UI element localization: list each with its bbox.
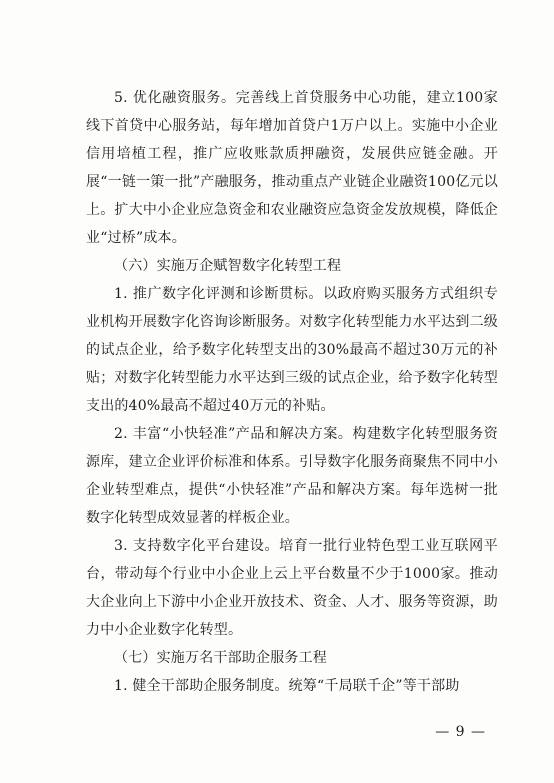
document-body [86, 84, 498, 700]
paragraph-digital-solutions: 2. 丰富“小快轻准”产品和解决方案。构建数字化转型服务资源库，建立企业评价标准和体系。引导数字化服务商聚焦不同中小企业转型难点，提供“小快轻准”产品和解决方案。每年选树一批数字化转型成效显著的样板企业。 [86, 426, 498, 526]
section-heading-7: （七）实施万名干部助企服务工程 [114, 650, 327, 666]
section-heading-6: （六）实施万企赋智数字化转型工程 [114, 258, 342, 274]
page-number: — 9 — [435, 724, 486, 740]
paragraph-digital-assessment: 1. 推广数字化评测和诊断贯标。以政府购买服务方式组织专业机构开展数字化咨询诊断服务。对数字化转型能力水平达到二级的试点企业，给予数字化转型支出的30%最高不超过30万元的补贴；对数字化转型能力水平达到三级的试点企业，给予数字化转型支出的40%最高不超过40万元的补贴。 [86, 286, 498, 414]
paragraph-digital-platform: 3. 支持数字化平台建设。培育一批行业特色型工业互联网平台，带动每个行业中小企业上云上平台数量不少于1000家。推动大企业向上下游中小企业开放技术、资金、人才、服务等资源，助力中小企业数字化转型。 [86, 538, 498, 638]
paragraph-cadre-service: 1. 健全干部助企服务制度。统筹“千局联千企”等干部助 [114, 678, 460, 694]
paragraph-financing-service: 5. 优化融资服务。完善线上首贷服务中心功能，建立100家线下首贷中心服务站，每年增加首贷户1万户以上。实施中小企业信用培植工程，推广应收账款质押融资，发展供应链金融。开展“一链一策一批”产融服务，推动重点产业链企业融资100亿元以上。扩大中小企业应急资金和农业融资应急资金发放规模，降低企业“过桥”成本。 [86, 90, 498, 246]
